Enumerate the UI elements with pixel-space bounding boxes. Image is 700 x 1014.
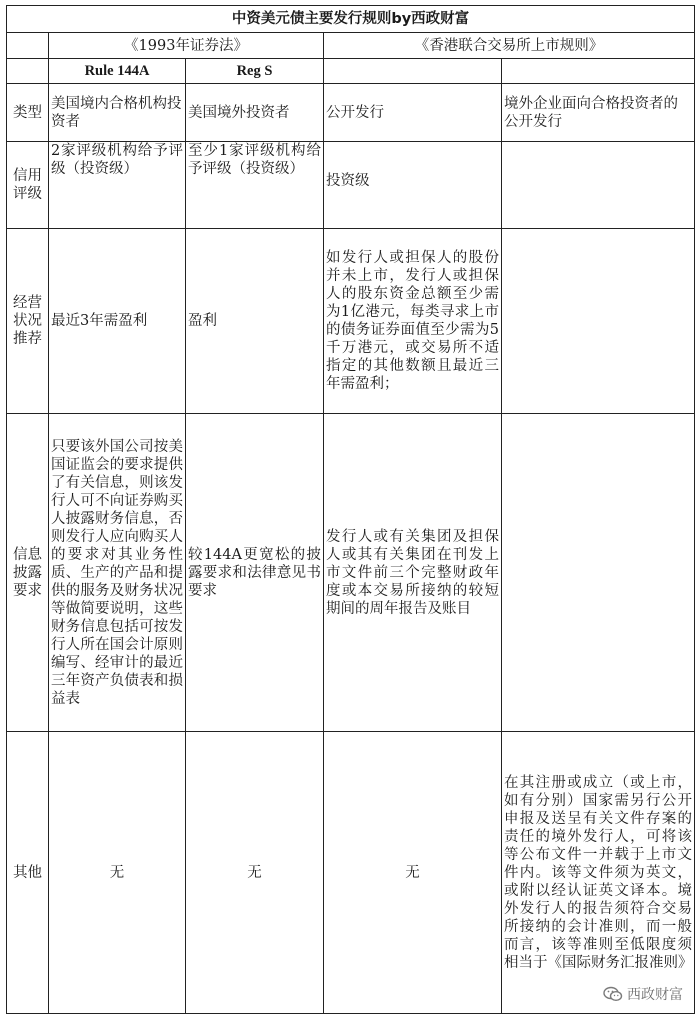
subheader-regs: Reg S (186, 59, 324, 84)
cell-qualified: 境外企业面向合格投资者的公开发行 (502, 84, 695, 142)
table-row-type (7, 84, 695, 142)
cell-qualified (502, 414, 695, 732)
cell-qualified: 在其注册或成立（或上市，如有分别）国家需另行公开申报及送呈有关文件存案的责任的境外发行人，可将该等公布文件一并载于上市文件内。该等文件须为英文，或附以经认证英文译本。境外发行人的报告须符合交易所接纳的会计准则，而一般而言，该等准则至低限度须相当于《国际财务汇报准则》 (502, 732, 695, 1014)
table-title: 中资美元债主要发行规则by西政财富 (7, 6, 695, 33)
row-label: 信用评级 (7, 142, 49, 229)
cell-public: 公开发行 (324, 84, 502, 142)
row-label: 其他 (7, 732, 49, 1014)
cell-rule144a: 只要该外国公司按美国证监会的要求提供了有关信息，则该发行人可不向证券购买人披露财务信息，否则发行人应向购买人的要求对其业务性质、生产的产品和提供的服务及财务状况等做简要说明，这些财务信息包括可按发行人所在国会计原则编写、经审计的最近三年资产负债表和损益表 (49, 414, 186, 732)
law-securities-act: 《1993年证券法》 (49, 33, 324, 59)
cell-public: 发行人或有关集团及担保人或其有关集团在刊发上市文件前三个完整财政年度或本交易所接纳的较短期间的周年报告及账目 (324, 414, 502, 732)
table-row-rating (7, 142, 695, 229)
table-row-operations (7, 229, 695, 414)
law-row (7, 33, 695, 59)
wechat-icon (603, 986, 623, 1002)
title-row (7, 6, 695, 33)
subheader-blank-qualified (502, 59, 695, 84)
cell-regs: 美国境外投资者 (186, 84, 324, 142)
cell-qualified (502, 229, 695, 414)
cell-public: 如发行人或担保人的股份并未上市，发行人或担保人的股东资金总额至少需为1亿港元，每类寻求上市的债务证券面值至少需为5千万港元，或交易所不适指定的其他数额且最近三年需盈利； (324, 229, 502, 414)
watermark-text: 西政财富 (627, 987, 683, 1003)
corner-cell (7, 33, 49, 59)
subheader-blank (7, 59, 49, 84)
row-label: 信息披露要求 (7, 414, 49, 732)
subheader-blank-public (324, 59, 502, 84)
cell-public: 无 (324, 732, 502, 1014)
table-row-other (7, 732, 695, 1014)
cell-regs: 盈利 (186, 229, 324, 414)
row-label: 经营状况推荐 (7, 229, 49, 414)
cell-rule144a: 最近3年需盈利 (49, 229, 186, 414)
cell-qualified (502, 142, 695, 229)
issuance-rules-table (6, 5, 695, 1014)
law-hkex-listing-rules: 《香港联合交易所上市规则》 (324, 33, 695, 59)
cell-public: 投资级 (324, 142, 502, 229)
table-row-disclosure (7, 414, 695, 732)
cell-regs: 无 (186, 732, 324, 1014)
cell-rule144a: 2家评级机构给予评级（投资级） (49, 142, 186, 229)
cell-regs: 至少1家评级机构给予评级（投资级） (186, 142, 324, 229)
cell-rule144a: 美国境内合格机构投资者 (49, 84, 186, 142)
cell-regs: 较144A更宽松的披露要求和法律意见书要求 (186, 414, 324, 732)
subheader-row (7, 59, 695, 84)
watermark (600, 984, 686, 1004)
row-label: 类型 (7, 84, 49, 142)
cell-rule144a: 无 (49, 732, 186, 1014)
subheader-rule144a: Rule 144A (49, 59, 186, 84)
